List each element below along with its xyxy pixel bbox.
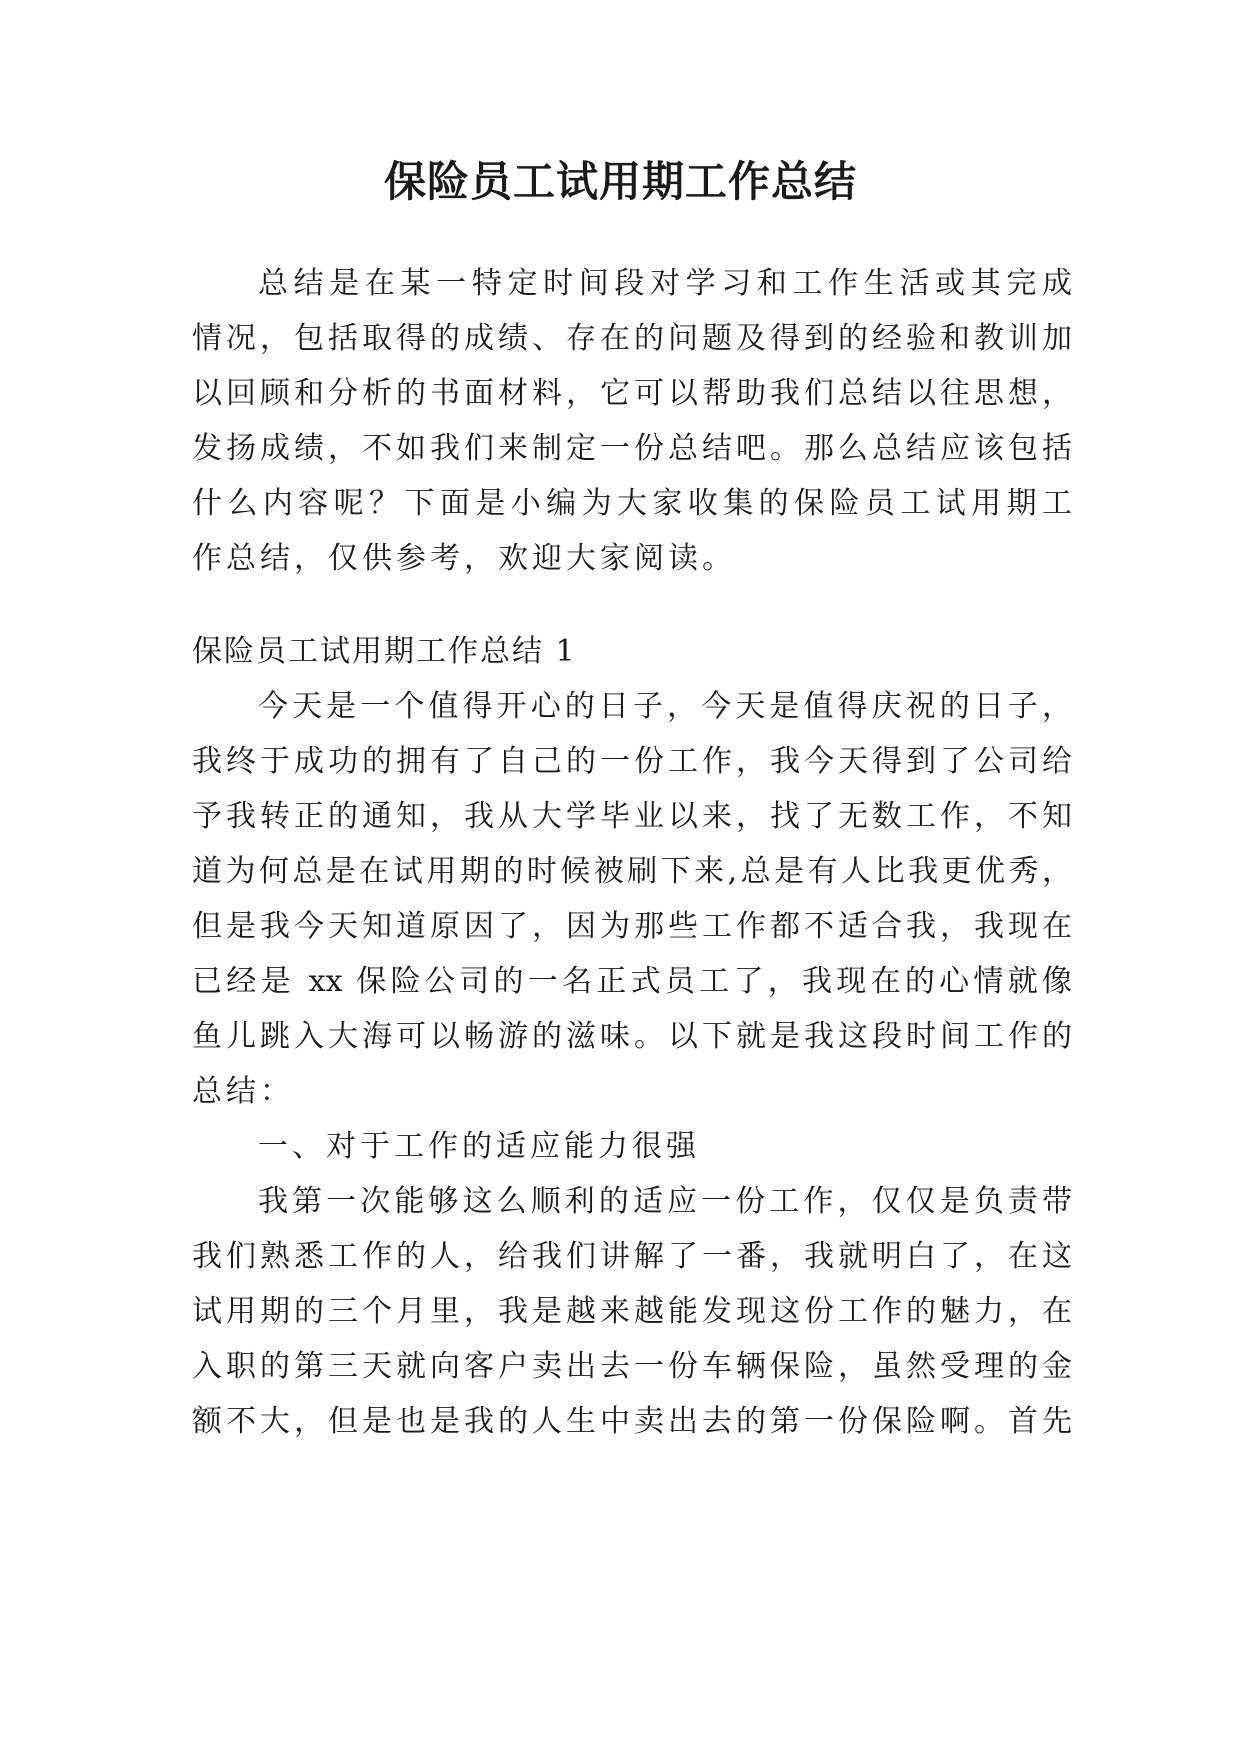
- intro-line: 总结是在某一特定时间段对学习和工作生活或其完成: [258, 266, 1072, 301]
- subheading: 一、对于工作的适应能力很强: [258, 1129, 700, 1164]
- sub-line: 额不大，但是也是我的人生中卖出去的第一份保险啊。首先: [192, 1404, 1072, 1439]
- sub-line: 我第一次能够这么顺利的适应一份工作，仅仅是负责带: [258, 1184, 1072, 1219]
- body-line: 予我转正的通知，我从大学毕业以来，找了无数工作，不知: [192, 799, 1072, 834]
- body-line: 我终于成功的拥有了自己的一份工作，我今天得到了公司给: [192, 744, 1072, 779]
- page-title: 保险员工试用期工作总结: [383, 157, 857, 206]
- intro-line: 作总结，仅供参考，欢迎大家阅读。: [192, 541, 736, 576]
- sub-line: 我们熟悉工作的人，给我们讲解了一番，我就明白了，在这: [192, 1239, 1072, 1274]
- body-line: 道为何总是在试用期的时候被刷下来,总是有人比我更优秀，: [192, 854, 1072, 889]
- intro-line: 发扬成绩，不如我们来制定一份总结吧。那么总结应该包括: [192, 431, 1072, 466]
- body-line: 鱼儿跳入大海可以畅游的滋味。以下就是我这段时间工作的: [192, 1019, 1072, 1054]
- intro-line: 以回顾和分析的书面材料，它可以帮助我们总结以往思想，: [192, 376, 1072, 411]
- body-line: 但是我今天知道原因了，因为那些工作都不适合我，我现在: [192, 909, 1072, 944]
- section-heading: 保险员工试用期工作总结 1: [192, 634, 577, 669]
- sub-line: 入职的第三天就向客户卖出去一份车辆保险，虽然受理的金: [192, 1349, 1072, 1384]
- sub-line: 试用期的三个月里，我是越来越能发现这份工作的魅力，在: [192, 1294, 1072, 1329]
- body-line: 已经是 xx 保险公司的一名正式员工了，我现在的心情就像: [192, 964, 1072, 999]
- body-line: 今天是一个值得开心的日子，今天是值得庆祝的日子，: [258, 689, 1072, 724]
- body-line: 总结：: [192, 1074, 294, 1109]
- intro-line: 什么内容呢？下面是小编为大家收集的保险员工试用期工: [192, 486, 1072, 521]
- intro-line: 情况，包括取得的成绩、存在的问题及得到的经验和教训加: [192, 321, 1072, 356]
